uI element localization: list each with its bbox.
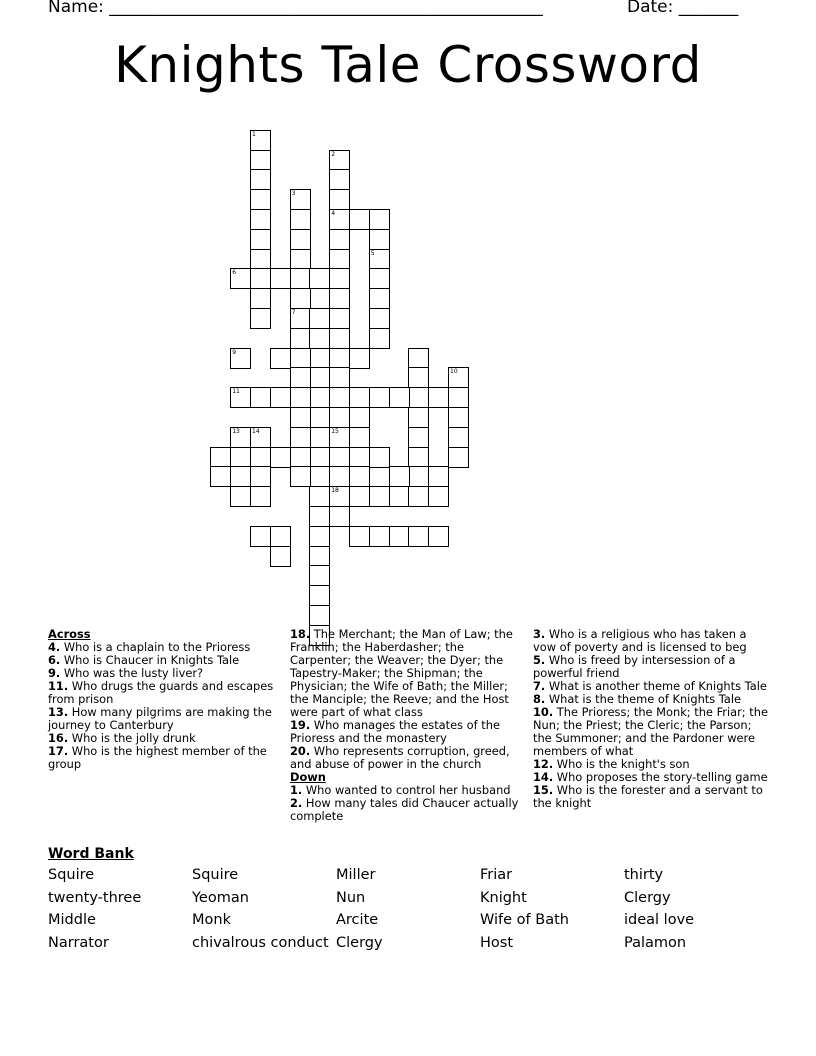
grid-cell[interactable] xyxy=(309,506,330,527)
word-bank-item: chivalrous conduct xyxy=(192,934,329,951)
grid-cell[interactable] xyxy=(309,565,330,586)
grid-cell[interactable] xyxy=(230,348,251,369)
word-bank-item: Squire xyxy=(192,867,239,883)
clue-number: 3 xyxy=(291,190,296,198)
grid-cell[interactable] xyxy=(369,526,390,547)
grid-cell[interactable] xyxy=(290,209,311,230)
clue-text: Who wanted to control her husband xyxy=(302,783,511,797)
clue-item xyxy=(48,706,276,732)
clue-number: 2 xyxy=(331,150,336,158)
grid-cell[interactable] xyxy=(210,447,231,468)
grid-cell[interactable] xyxy=(448,367,469,388)
clue-number-label: 6. xyxy=(48,653,61,667)
clues-column-2 xyxy=(290,628,520,823)
grid-cell[interactable] xyxy=(349,407,370,428)
grid-cell[interactable] xyxy=(408,526,429,547)
grid-cell[interactable] xyxy=(329,229,350,250)
clue-number-label: 11. xyxy=(48,679,69,693)
grid-cell[interactable] xyxy=(349,348,370,369)
clue-item xyxy=(533,784,768,810)
grid-cell[interactable] xyxy=(250,268,271,289)
grid-cell[interactable] xyxy=(250,189,271,210)
grid-cell[interactable] xyxy=(250,169,271,190)
grid-cell[interactable] xyxy=(408,447,429,468)
clue-text: The Merchant; the Man of Law; the Franklin; the Haberdasher; the Carpenter; the Weaver; the Dyer; the Tapestry-Maker; the Shipman; the Physician; the Wife of Bath; the Miller; the Manciple; the Reeve; and the Host were part of what class xyxy=(290,627,513,719)
grid-cell[interactable] xyxy=(329,427,350,448)
grid-cell[interactable] xyxy=(250,526,271,547)
clue-text: Who proposes the story-telling game xyxy=(553,770,768,784)
clue-number: 14 xyxy=(252,427,260,435)
grid-cell[interactable] xyxy=(270,447,291,468)
grid-cell[interactable] xyxy=(230,268,251,289)
grid-cell[interactable] xyxy=(389,387,410,408)
grid-cell[interactable] xyxy=(329,189,350,210)
grid-cell[interactable] xyxy=(329,288,350,309)
grid-cell[interactable] xyxy=(270,546,291,567)
grid-cell[interactable] xyxy=(349,387,370,408)
grid-cell[interactable] xyxy=(329,387,350,408)
grid-cell[interactable] xyxy=(329,506,350,527)
grid-cell[interactable] xyxy=(349,526,370,547)
grid-cell[interactable] xyxy=(270,348,291,369)
word-bank-item: Miller xyxy=(336,867,376,883)
word-bank-title: Word Bank xyxy=(48,846,134,862)
grid-cell[interactable] xyxy=(309,526,330,547)
grid-cell[interactable] xyxy=(230,486,251,507)
clue-number: 7 xyxy=(291,309,296,316)
grid-cell[interactable] xyxy=(408,348,429,369)
grid-cell[interactable] xyxy=(369,447,390,468)
clue-text: Who is freed by intersession of a powerful friend xyxy=(533,653,736,680)
clue-text: Who is the highest member of the group xyxy=(48,744,267,771)
grid-cell[interactable] xyxy=(329,407,350,428)
grid-cell[interactable] xyxy=(369,249,390,270)
grid-cell[interactable] xyxy=(309,605,330,626)
word-bank-item: Host xyxy=(480,934,514,951)
clue-number-label: 14. xyxy=(533,770,554,784)
grid-cell[interactable] xyxy=(408,486,429,507)
grid-cell[interactable] xyxy=(290,328,311,349)
clue-number-label: 3. xyxy=(533,627,546,641)
grid-cell[interactable] xyxy=(290,268,311,289)
grid-cell[interactable] xyxy=(369,268,390,289)
grid-cell[interactable] xyxy=(408,466,429,487)
grid-cell[interactable] xyxy=(369,229,390,250)
grid-cell[interactable] xyxy=(349,447,370,468)
grid-cell[interactable] xyxy=(250,387,271,408)
grid-cell[interactable] xyxy=(309,546,330,567)
grid-cell[interactable] xyxy=(270,268,291,289)
clue-item xyxy=(290,719,520,745)
grid-cell[interactable] xyxy=(290,367,311,388)
grid-cell[interactable] xyxy=(349,466,370,487)
grid-cell[interactable] xyxy=(290,308,311,329)
grid-cell[interactable] xyxy=(428,526,449,547)
grid-cell[interactable] xyxy=(230,447,251,468)
clue-number: 6 xyxy=(232,269,237,277)
word-bank-item: Middle xyxy=(48,912,96,929)
grid-cell[interactable] xyxy=(309,367,330,388)
grid-cell[interactable] xyxy=(369,387,390,408)
word-bank-item: Palamon xyxy=(624,934,687,951)
grid-cell[interactable] xyxy=(250,427,271,448)
word-bank-item: Friar xyxy=(480,867,513,883)
clue-number-label: 15. xyxy=(533,783,554,797)
word-bank-item: Wife of Bath xyxy=(480,912,569,929)
grid-cell[interactable] xyxy=(408,407,429,428)
clue-number-label: 10. xyxy=(533,705,554,719)
grid-cell[interactable] xyxy=(270,387,291,408)
clue-text: Who is the jolly drunk xyxy=(68,731,196,745)
grid-cell[interactable] xyxy=(428,466,449,487)
grid-cell[interactable] xyxy=(290,387,311,408)
grid-cell[interactable] xyxy=(369,328,390,349)
grid-cell[interactable] xyxy=(369,288,390,309)
grid-cell[interactable] xyxy=(290,427,311,448)
grid-cell[interactable] xyxy=(369,486,390,507)
clue-item xyxy=(533,654,768,680)
grid-cell[interactable] xyxy=(448,407,469,428)
word-bank-item: Clergy xyxy=(336,934,383,951)
clue-text: Who is a chaplain to the Prioress xyxy=(60,640,251,654)
grid-cell[interactable] xyxy=(408,427,429,448)
clue-item xyxy=(533,706,768,758)
grid-cell[interactable] xyxy=(329,169,350,190)
grid-cell[interactable] xyxy=(369,209,390,230)
clue-number: 9 xyxy=(232,348,237,356)
clue-number-label: 17. xyxy=(48,744,69,758)
grid-cell[interactable] xyxy=(329,249,350,270)
clue-number-label: 18. xyxy=(290,627,311,641)
grid-cell[interactable] xyxy=(250,466,271,487)
grid-cell[interactable] xyxy=(230,427,251,448)
clue-number-label: 4. xyxy=(48,640,61,654)
grid-cell[interactable] xyxy=(210,466,231,487)
clues-column-3 xyxy=(533,628,768,810)
clue-number-label: 2. xyxy=(290,796,303,810)
grid-cell[interactable] xyxy=(230,466,251,487)
clue-text: Who is Chaucer in Knights Tale xyxy=(60,653,240,667)
clue-number-label: 13. xyxy=(48,705,69,719)
word-bank-item: thirty xyxy=(624,867,664,883)
clue-number-label: 1. xyxy=(290,783,303,797)
clue-text: Who was the lusty liver? xyxy=(60,666,204,680)
clue-number: 1 xyxy=(252,130,256,138)
grid-cell[interactable] xyxy=(448,427,469,448)
clue-number: 18 xyxy=(331,487,339,495)
clue-number-label: 19. xyxy=(290,718,311,732)
grid-cell[interactable] xyxy=(250,486,271,507)
grid-cell[interactable] xyxy=(329,209,350,230)
clue-text: Who represents corruption, greed, and abuse of power in the church xyxy=(290,744,510,771)
grid-cell[interactable] xyxy=(349,427,370,448)
grid-cell[interactable] xyxy=(250,209,271,230)
grid-cell[interactable] xyxy=(329,348,350,369)
grid-cell[interactable] xyxy=(309,486,330,507)
grid-cell[interactable] xyxy=(329,308,350,329)
grid-cell[interactable] xyxy=(309,427,330,448)
grid-cell[interactable] xyxy=(349,209,370,230)
clue-text: What is the theme of Knights Tale xyxy=(545,692,742,706)
word-bank-item: Knight xyxy=(480,889,527,906)
clue-text: How many pilgrims are making the journey to Canterbury xyxy=(48,705,272,732)
clue-number: 11 xyxy=(232,388,240,396)
grid-cell[interactable] xyxy=(329,328,350,349)
grid-cell[interactable] xyxy=(408,387,429,408)
grid-cell[interactable] xyxy=(309,447,330,468)
word-bank-item: ideal love xyxy=(624,912,695,929)
grid-cell[interactable] xyxy=(250,130,271,151)
grid-cell[interactable] xyxy=(408,367,429,388)
grid-cell[interactable] xyxy=(349,486,370,507)
clue-text: Who is a religious who has taken a vow of poverty and is licensed to beg xyxy=(533,627,747,654)
grid-cell[interactable] xyxy=(448,387,469,408)
clue-text: Who drugs the guards and escapes from prison xyxy=(48,679,274,706)
clue-number: 13 xyxy=(232,427,240,435)
grid-cell[interactable] xyxy=(250,308,271,329)
grid-cell[interactable] xyxy=(309,308,330,329)
grid-cell[interactable] xyxy=(329,447,350,468)
grid-cell[interactable] xyxy=(329,150,350,171)
date-field: Date: _______ xyxy=(627,0,739,17)
grid-cell[interactable] xyxy=(290,407,311,428)
clue-text: What is another theme of Knights Tale xyxy=(545,679,767,693)
word-bank-item: Monk xyxy=(192,912,231,929)
clue-text: Who manages the estates of the Prioress and the monastery xyxy=(290,718,500,745)
word-bank-item: Clergy xyxy=(624,889,671,906)
grid-cell[interactable] xyxy=(389,526,410,547)
grid-cell[interactable] xyxy=(250,229,271,250)
grid-cell[interactable] xyxy=(309,348,330,369)
clue-number: 15 xyxy=(331,427,339,435)
grid-cell[interactable] xyxy=(290,288,311,309)
clue-number-label: 20. xyxy=(290,744,311,758)
grid-cell[interactable] xyxy=(230,387,251,408)
grid-cell[interactable] xyxy=(290,189,311,210)
clue-number: 4 xyxy=(331,210,336,217)
clue-item xyxy=(533,628,768,654)
clue-item xyxy=(48,745,276,771)
clue-number: 5 xyxy=(370,249,375,257)
grid-cell[interactable] xyxy=(309,466,330,487)
grid-cell[interactable] xyxy=(428,387,449,408)
grid-cell[interactable] xyxy=(290,348,311,369)
clue-item xyxy=(290,745,520,771)
word-bank-item: Squire xyxy=(48,867,95,883)
grid-cell[interactable] xyxy=(329,268,350,289)
page-title: Knights Tale Crossword xyxy=(114,36,702,94)
grid-cell[interactable] xyxy=(250,288,271,309)
grid-cell[interactable] xyxy=(329,466,350,487)
grid-cell[interactable] xyxy=(389,486,410,507)
grid-cell[interactable] xyxy=(309,585,330,606)
clue-item xyxy=(290,628,520,719)
grid-cell[interactable] xyxy=(309,268,330,289)
grid-cell[interactable] xyxy=(309,407,330,428)
grid-cell[interactable] xyxy=(428,486,449,507)
clue-item xyxy=(290,797,520,823)
grid-cell[interactable] xyxy=(389,466,410,487)
grid-cell[interactable] xyxy=(290,229,311,250)
grid-cell[interactable] xyxy=(329,486,350,507)
clues-column-1 xyxy=(48,628,276,771)
grid-cell[interactable] xyxy=(250,249,271,270)
grid-cell[interactable] xyxy=(309,328,330,349)
down-heading: Down xyxy=(290,770,326,784)
clue-number: 10 xyxy=(450,368,458,376)
clue-text: The Prioress; the Monk; the Friar; the Nun; the Priest; the Cleric; the Parson; the Summoner; and the Pardoner were members of what xyxy=(533,705,768,758)
clue-number-label: 16. xyxy=(48,731,69,745)
clue-number-label: 12. xyxy=(533,757,554,771)
grid-cell[interactable] xyxy=(250,447,271,468)
clue-number-label: 7. xyxy=(533,679,546,693)
grid-cell[interactable] xyxy=(448,447,469,468)
grid-cell[interactable] xyxy=(309,387,330,408)
grid-cell[interactable] xyxy=(329,367,350,388)
word-bank-item: Yeoman xyxy=(192,889,249,906)
grid-cell[interactable] xyxy=(270,526,291,547)
clue-item xyxy=(48,680,276,706)
name-field: Name: ___________________________________________________ xyxy=(48,0,543,17)
grid-cell[interactable] xyxy=(290,466,311,487)
word-bank-item: twenty-three xyxy=(48,889,142,906)
clue-number-label: 9. xyxy=(48,666,61,680)
grid-cell[interactable] xyxy=(290,249,311,270)
clue-number-label: 8. xyxy=(533,692,546,706)
grid-cell[interactable] xyxy=(369,308,390,329)
word-bank-item: Nun xyxy=(336,889,366,906)
grid-cell[interactable] xyxy=(250,150,271,171)
clue-number-label: 5. xyxy=(533,653,546,667)
clue-text: How many tales did Chaucer actually complete xyxy=(290,796,519,823)
word-bank-item: Arcite xyxy=(336,912,379,929)
across-heading: Across xyxy=(48,627,91,641)
clue-text: Who is the knight's son xyxy=(553,757,690,771)
word-bank-item: Narrator xyxy=(48,934,109,951)
grid-cell[interactable] xyxy=(290,447,311,468)
clue-text: Who is the forester and a servant to the knight xyxy=(533,783,763,810)
